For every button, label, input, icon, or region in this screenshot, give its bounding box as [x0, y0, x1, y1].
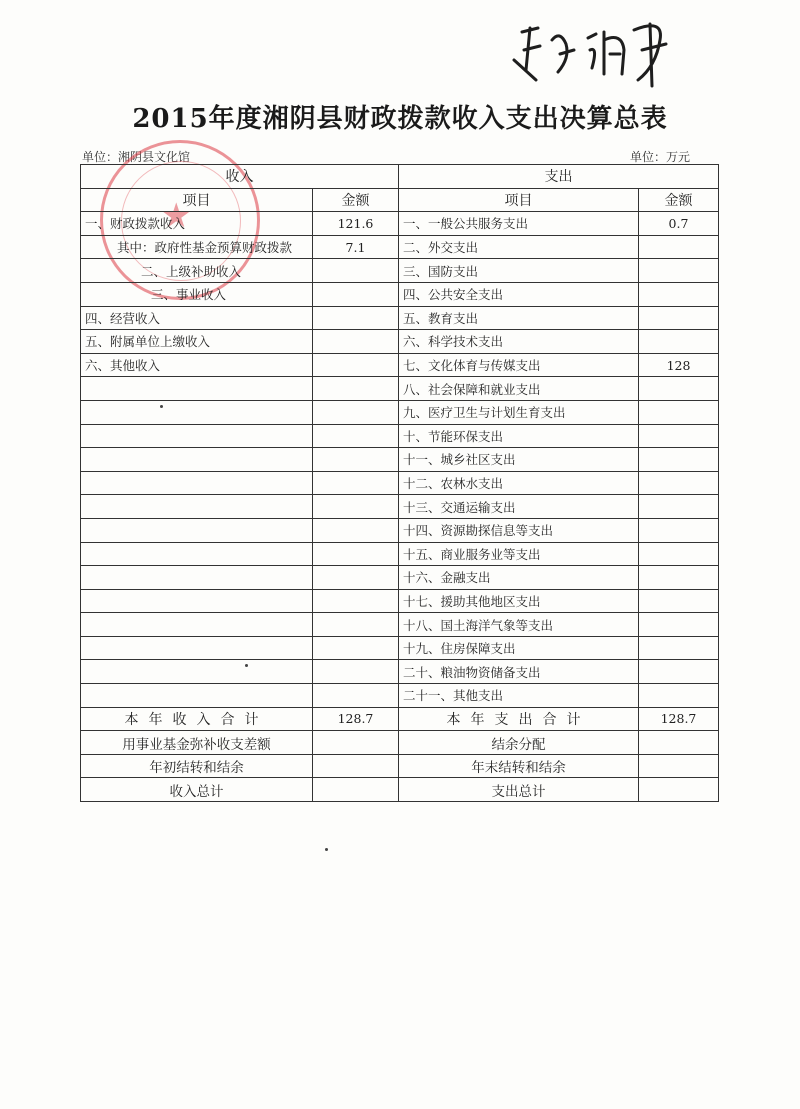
expense-item: 十六、金融支出	[399, 566, 639, 590]
table-row	[81, 306, 719, 330]
income-amount-empty	[313, 636, 399, 660]
surplus-label: 结余分配	[399, 731, 639, 755]
income-amount-empty	[313, 400, 399, 424]
expense-item: 一、一般公共服务支出	[399, 212, 639, 236]
income-amount: 121.6	[313, 212, 399, 236]
expense-item: 十四、资源勘探信息等支出	[399, 518, 639, 542]
expense-item: 七、文化体育与传媒支出	[399, 353, 639, 377]
income-amount-empty	[313, 495, 399, 519]
begin-label: 年初结转和结余	[81, 754, 313, 778]
income-item-empty	[81, 424, 313, 448]
income-item-empty	[81, 518, 313, 542]
expense-amount	[639, 518, 719, 542]
expense-amount	[639, 306, 719, 330]
table-row	[81, 259, 719, 283]
income-amount-empty	[313, 424, 399, 448]
expense-amount	[639, 471, 719, 495]
expense-amount	[639, 660, 719, 684]
expense-item: 六、科学技术支出	[399, 330, 639, 354]
income-item-empty	[81, 613, 313, 637]
income-amount-empty	[313, 684, 399, 708]
expense-item: 十、节能环保支出	[399, 424, 639, 448]
expense-amount	[639, 377, 719, 401]
table-row	[81, 282, 719, 306]
expense-item: 十三、交通运输支出	[399, 495, 639, 519]
expense-amount	[639, 495, 719, 519]
income-item-empty	[81, 589, 313, 613]
expense-item: 十五、商业服务业等支出	[399, 542, 639, 566]
income-amount-empty	[313, 377, 399, 401]
income-item-empty	[81, 566, 313, 590]
income-amount-empty	[313, 518, 399, 542]
table-row	[81, 353, 719, 377]
fund-value	[313, 731, 399, 755]
income-amount-empty	[313, 471, 399, 495]
expense-item: 五、教育支出	[399, 306, 639, 330]
table-row	[81, 212, 719, 236]
table-row	[81, 235, 719, 259]
income-total-value: 128.7	[313, 707, 399, 731]
table-row	[81, 518, 719, 542]
expense-item: 十七、援助其他地区支出	[399, 589, 639, 613]
expense-amount	[639, 566, 719, 590]
income-item: 一、财政拨款收入	[81, 212, 313, 236]
table-row	[81, 684, 719, 708]
expense-amount	[639, 636, 719, 660]
table-row	[81, 566, 719, 590]
income-amount	[313, 330, 399, 354]
expense-amount	[639, 684, 719, 708]
unit-org: 单位：湘阴县文化馆	[82, 150, 191, 164]
income-amount-empty	[313, 448, 399, 472]
end-label: 年末结转和结余	[399, 754, 639, 778]
income-item-empty	[81, 660, 313, 684]
income-item-header: 项目	[81, 188, 313, 212]
begin-value	[313, 754, 399, 778]
table-row	[81, 613, 719, 637]
income-amount	[313, 282, 399, 306]
expense-item: 二、外交支出	[399, 235, 639, 259]
expense-header: 支出	[399, 165, 719, 189]
table-row	[81, 636, 719, 660]
expense-item: 三、国防支出	[399, 259, 639, 283]
expense-amount	[639, 282, 719, 306]
expense-amount: 0.7	[639, 212, 719, 236]
expense-amount	[639, 542, 719, 566]
income-item: 六、其他收入	[81, 353, 313, 377]
fund-label: 用事业基金弥补收支差额	[81, 731, 313, 755]
income-amount-header: 金额	[313, 188, 399, 212]
expense-sum-value	[639, 778, 719, 802]
expense-sum-label: 支出总计	[399, 778, 639, 802]
expense-amount	[639, 330, 719, 354]
expense-item: 二十、粮油物资储备支出	[399, 660, 639, 684]
expense-amount	[639, 424, 719, 448]
income-amount	[313, 353, 399, 377]
expense-amount: 128	[639, 353, 719, 377]
expense-item: 八、社会保障和就业支出	[399, 377, 639, 401]
income-item-empty	[81, 448, 313, 472]
table-row	[81, 400, 719, 424]
expense-item: 九、医疗卫生与计划生育支出	[399, 400, 639, 424]
seal-star-icon: ★	[161, 196, 192, 236]
handwritten-signature	[500, 10, 690, 90]
income-total-label: 本年收入合计	[81, 707, 313, 731]
table-row	[81, 660, 719, 684]
expense-amount	[639, 589, 719, 613]
expense-amount	[639, 613, 719, 637]
income-item-empty	[81, 684, 313, 708]
income-amount	[313, 306, 399, 330]
income-item-empty	[81, 377, 313, 401]
income-item-empty	[81, 400, 313, 424]
income-item-empty	[81, 636, 313, 660]
table-row	[81, 589, 719, 613]
expense-amount	[639, 259, 719, 283]
table-row	[81, 495, 719, 519]
income-amount	[313, 259, 399, 283]
end-value	[639, 754, 719, 778]
income-header: 收入	[81, 165, 399, 189]
income-sum-value	[313, 778, 399, 802]
income-amount: 7.1	[313, 235, 399, 259]
income-amount-empty	[313, 589, 399, 613]
income-item-empty	[81, 471, 313, 495]
page-title: 2015年度湘阴县财政拨款收入支出决算总表	[132, 104, 668, 134]
income-item: 其中：政府性基金预算财政拨款	[81, 235, 313, 259]
expense-total-label: 本年支出合计	[399, 707, 639, 731]
expense-amount-header: 金额	[639, 188, 719, 212]
income-sum-label: 收入总计	[81, 778, 313, 802]
expense-item: 十八、国土海洋气象等支出	[399, 613, 639, 637]
income-item-empty	[81, 542, 313, 566]
surplus-value	[639, 731, 719, 755]
expense-item: 十九、住房保障支出	[399, 636, 639, 660]
table-row	[81, 448, 719, 472]
income-item: 三、事业收入	[81, 282, 313, 306]
expense-item: 十二、农林水支出	[399, 471, 639, 495]
table-row	[81, 471, 719, 495]
expense-amount	[639, 400, 719, 424]
income-item: 四、经营收入	[81, 306, 313, 330]
table-row	[81, 424, 719, 448]
unit-money: 单位：万元	[630, 150, 691, 164]
income-amount-empty	[313, 566, 399, 590]
expense-amount	[639, 235, 719, 259]
table-row	[81, 542, 719, 566]
table-row	[81, 330, 719, 354]
expense-item-header: 项目	[399, 188, 639, 212]
income-item: 二、上级补助收入	[81, 259, 313, 283]
income-amount-empty	[313, 660, 399, 684]
income-amount-empty	[313, 542, 399, 566]
expense-total-value: 128.7	[639, 707, 719, 731]
table-row	[81, 377, 719, 401]
income-item-empty	[81, 495, 313, 519]
expense-amount	[639, 448, 719, 472]
income-item: 五、附属单位上缴收入	[81, 330, 313, 354]
income-amount-empty	[313, 613, 399, 637]
expense-item: 四、公共安全支出	[399, 282, 639, 306]
budget-table	[80, 164, 719, 802]
expense-item: 二十一、其他支出	[399, 684, 639, 708]
expense-item: 十一、城乡社区支出	[399, 448, 639, 472]
